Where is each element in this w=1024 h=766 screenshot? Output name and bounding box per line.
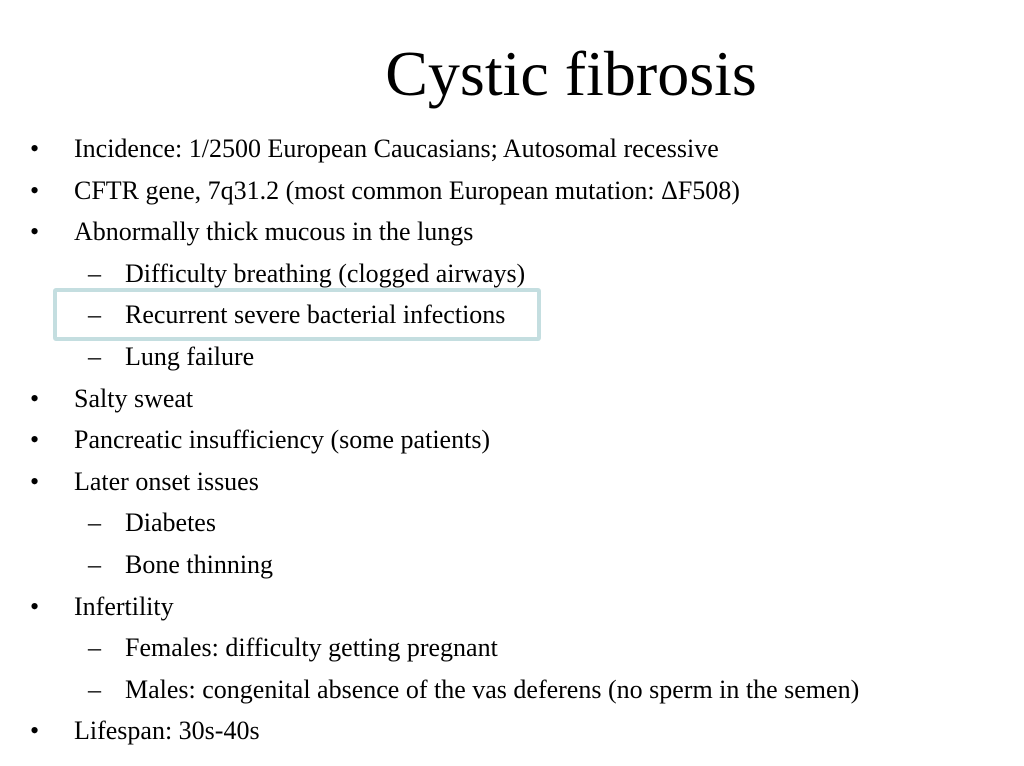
bullet-marker: • bbox=[30, 716, 40, 746]
bullet-marker: • bbox=[30, 134, 40, 163]
bullet-item bbox=[0, 419, 1024, 461]
sub-bullet-text: Recurrent severe bacterial infections bbox=[125, 300, 506, 330]
sub-bullet-item bbox=[0, 627, 1024, 669]
bullet-item bbox=[0, 170, 1024, 212]
sub-bullet-text: Diabetes bbox=[125, 508, 216, 538]
sub-bullet-item bbox=[0, 336, 1024, 378]
sub-bullet-marker: – bbox=[88, 508, 101, 538]
sub-bullet-marker: – bbox=[88, 300, 101, 330]
bullet-list bbox=[0, 128, 1024, 752]
slide-title: Cystic fibrosis bbox=[385, 38, 757, 109]
bullet-item bbox=[0, 710, 1024, 752]
bullet-item bbox=[0, 128, 1024, 170]
selection-highlight-box bbox=[53, 288, 541, 341]
sub-bullet-text: Lung failure bbox=[125, 341, 255, 371]
sub-bullet-text: Bone thinning bbox=[125, 549, 274, 579]
sub-bullet-item bbox=[0, 502, 1024, 544]
bullet-marker: • bbox=[30, 591, 40, 621]
sub-bullet-item bbox=[0, 544, 1024, 586]
sub-bullet-marker: – bbox=[88, 549, 101, 579]
bullet-marker: • bbox=[30, 466, 40, 496]
bullet-item bbox=[0, 378, 1024, 420]
bullet-text: CFTR gene, 7q31.2 (most common European mutation: ΔF508) bbox=[74, 175, 740, 205]
bullet-text: Pancreatic insufficiency (some patients) bbox=[74, 425, 491, 455]
bullet-marker: • bbox=[30, 217, 40, 247]
bullet-text: Abnormally thick mucous in the lungs bbox=[74, 217, 474, 247]
sub-bullet-marker: – bbox=[88, 258, 101, 288]
bullet-text: Incidence: 1/2500 European Caucasians; Autosomal recessive bbox=[74, 134, 719, 163]
sub-bullet-text: Difficulty breathing (clogged airways) bbox=[125, 258, 526, 288]
bullet-item bbox=[0, 586, 1024, 628]
sub-bullet-marker: – bbox=[88, 633, 101, 663]
bullet-item bbox=[0, 211, 1024, 253]
sub-bullet-text: Males: congenital absence of the vas deferens (no sperm in the semen) bbox=[125, 674, 860, 704]
bullet-marker: • bbox=[30, 425, 40, 455]
sub-bullet-text: Females: difficulty getting pregnant bbox=[125, 633, 498, 663]
bullet-marker: • bbox=[30, 175, 40, 205]
bullet-marker: • bbox=[30, 383, 40, 413]
bullet-text: Salty sweat bbox=[74, 383, 194, 413]
sub-bullet-marker: – bbox=[88, 341, 101, 371]
sub-bullet-item bbox=[0, 669, 1024, 711]
bullet-text: Lifespan: 30s-40s bbox=[74, 716, 260, 746]
bullet-text: Infertility bbox=[74, 591, 174, 621]
sub-bullet-marker: – bbox=[88, 674, 101, 704]
bullet-item bbox=[0, 461, 1024, 503]
bullet-text: Later onset issues bbox=[74, 466, 259, 496]
